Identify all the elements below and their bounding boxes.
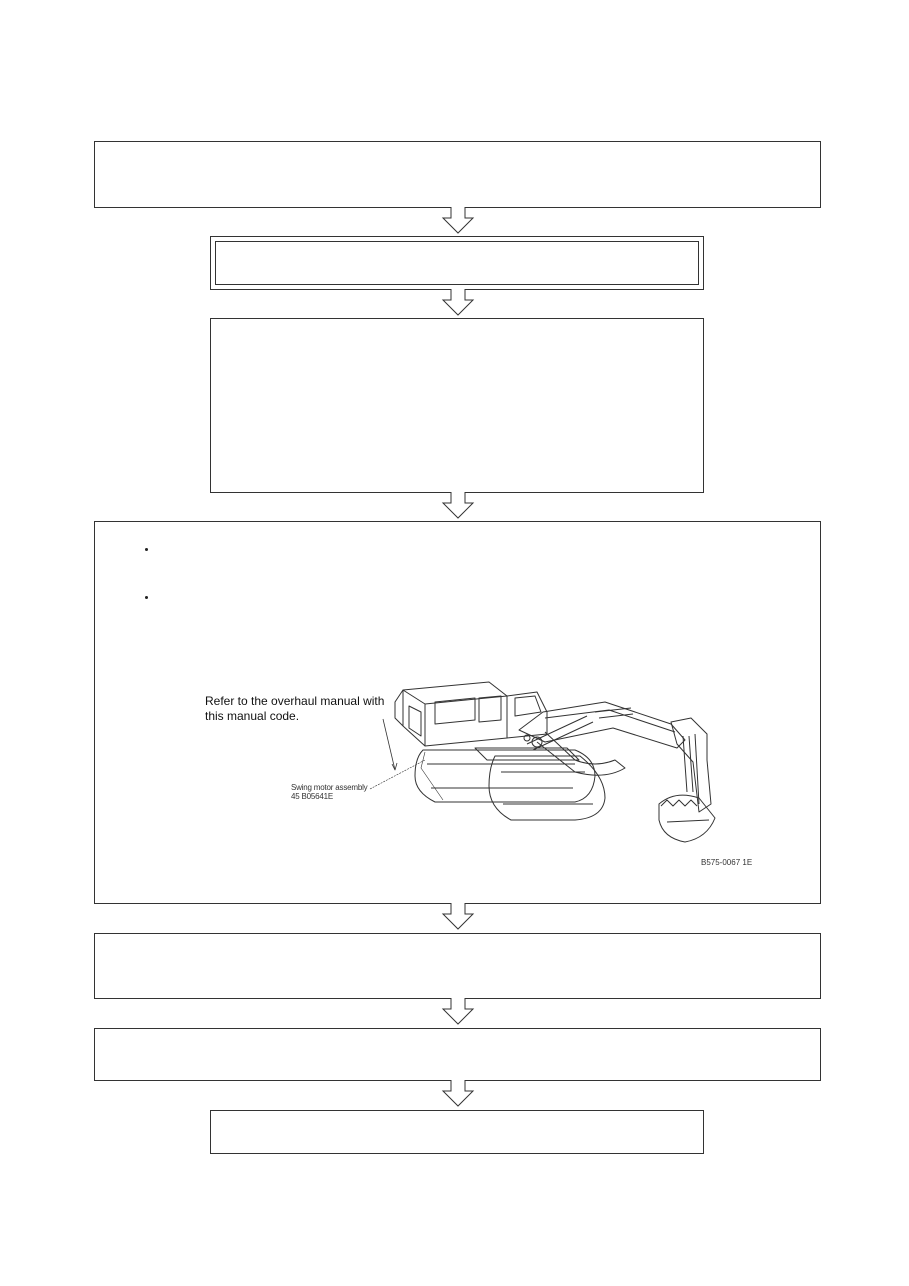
flow-arrow-6 xyxy=(440,1079,476,1107)
part-name-label: Swing motor assembly xyxy=(291,783,368,792)
flow-step-7 xyxy=(210,1110,704,1154)
bullet-marker-2 xyxy=(145,596,148,599)
flow-step-6 xyxy=(94,1028,821,1081)
flow-step-5 xyxy=(94,933,821,999)
flow-arrow-3 xyxy=(440,491,476,519)
excavator-illustration xyxy=(275,672,745,852)
flow-step-1 xyxy=(94,141,821,208)
bullet-marker-1 xyxy=(145,548,148,551)
flow-arrow-5 xyxy=(440,997,476,1025)
flow-arrow-2 xyxy=(440,288,476,316)
callout-line-2: this manual code. xyxy=(205,709,300,723)
flow-step-4 xyxy=(94,521,821,904)
part-code-label: 45 B05641E xyxy=(291,792,334,801)
flow-arrow-1 xyxy=(440,206,476,234)
figure-code-label: B575-0067 1E xyxy=(701,858,753,867)
flow-arrow-4 xyxy=(440,902,476,930)
flow-step-3 xyxy=(210,318,704,493)
flow-step-2 xyxy=(210,236,704,290)
callout-line-1: Refer to the overhaul manual with xyxy=(205,694,385,708)
